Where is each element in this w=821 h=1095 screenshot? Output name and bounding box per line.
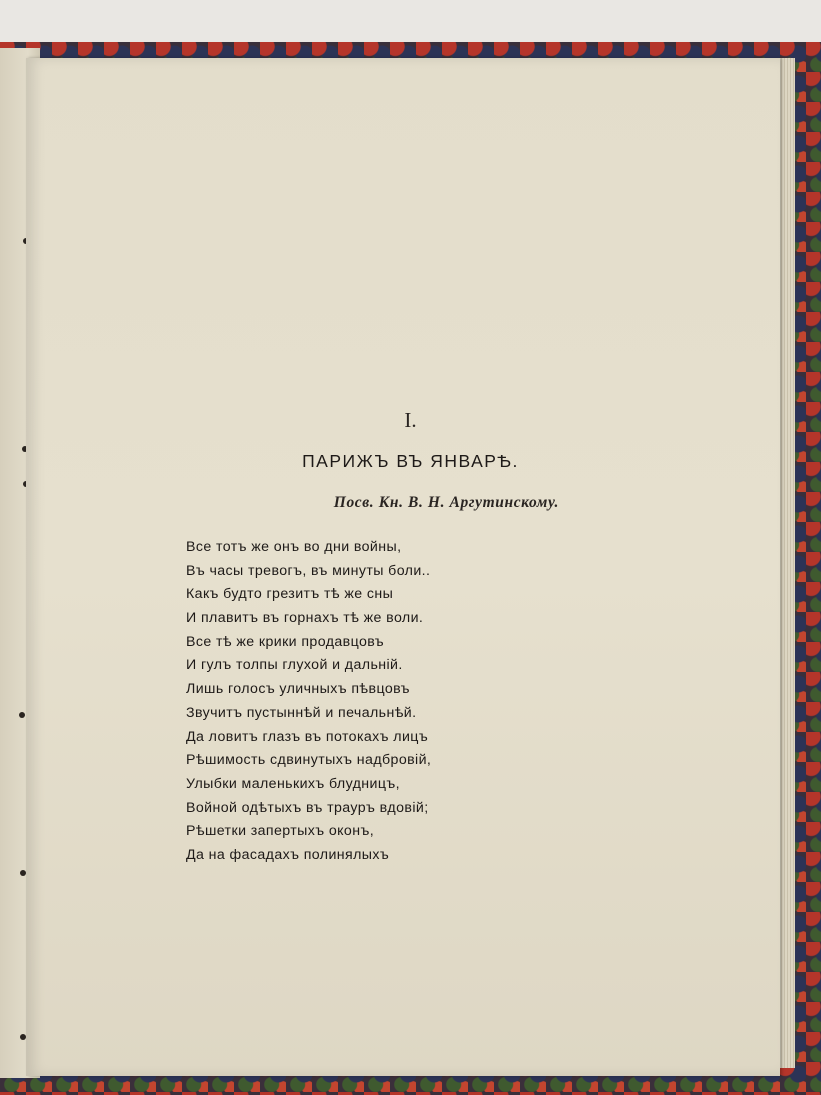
poem-line: Рѣшимость сдвинутыхъ надбровій, bbox=[186, 752, 432, 769]
poem-line: Какъ будто грезитъ тѣ же сны bbox=[186, 586, 394, 603]
poem-line: Да ловитъ глазъ въ потокахъ лицъ bbox=[186, 728, 429, 745]
poem-line: Звучитъ пустыннѣй и печальнѣй. bbox=[186, 704, 417, 721]
section-number: I. bbox=[404, 408, 417, 432]
poem-title: ПАРИЖЪ ВЪ ЯНВАРѢ. bbox=[302, 451, 519, 471]
poem-line: Войной одѣтыхъ въ трауръ вдовій; bbox=[186, 799, 429, 816]
poem-line: Улыбки маленькихъ блудницъ, bbox=[186, 775, 400, 792]
binding-hole bbox=[19, 712, 25, 718]
poem-line: И гулъ толпы глухой и дальній. bbox=[186, 657, 403, 674]
poem-line: Все тѣ же крики продавцовъ bbox=[186, 633, 384, 650]
dedication: Посв. Кн. В. Н. Аргутинскому. bbox=[333, 494, 559, 511]
poem-line: Да на фасадахъ полинялыхъ bbox=[186, 846, 390, 863]
poem-line: Въ часы тревогъ, въ минуты боли.. bbox=[186, 562, 431, 579]
poem-line: Лишь голосъ уличныхъ пѣвцовъ bbox=[186, 681, 410, 698]
poem-line: Все тотъ же онъ во дни войны, bbox=[186, 539, 402, 555]
poem-line: Рѣшетки запертыхъ оконъ, bbox=[186, 823, 375, 840]
poem-body bbox=[186, 536, 666, 868]
poem-line: И плавитъ въ горнахъ тѣ же воли. bbox=[186, 610, 424, 627]
